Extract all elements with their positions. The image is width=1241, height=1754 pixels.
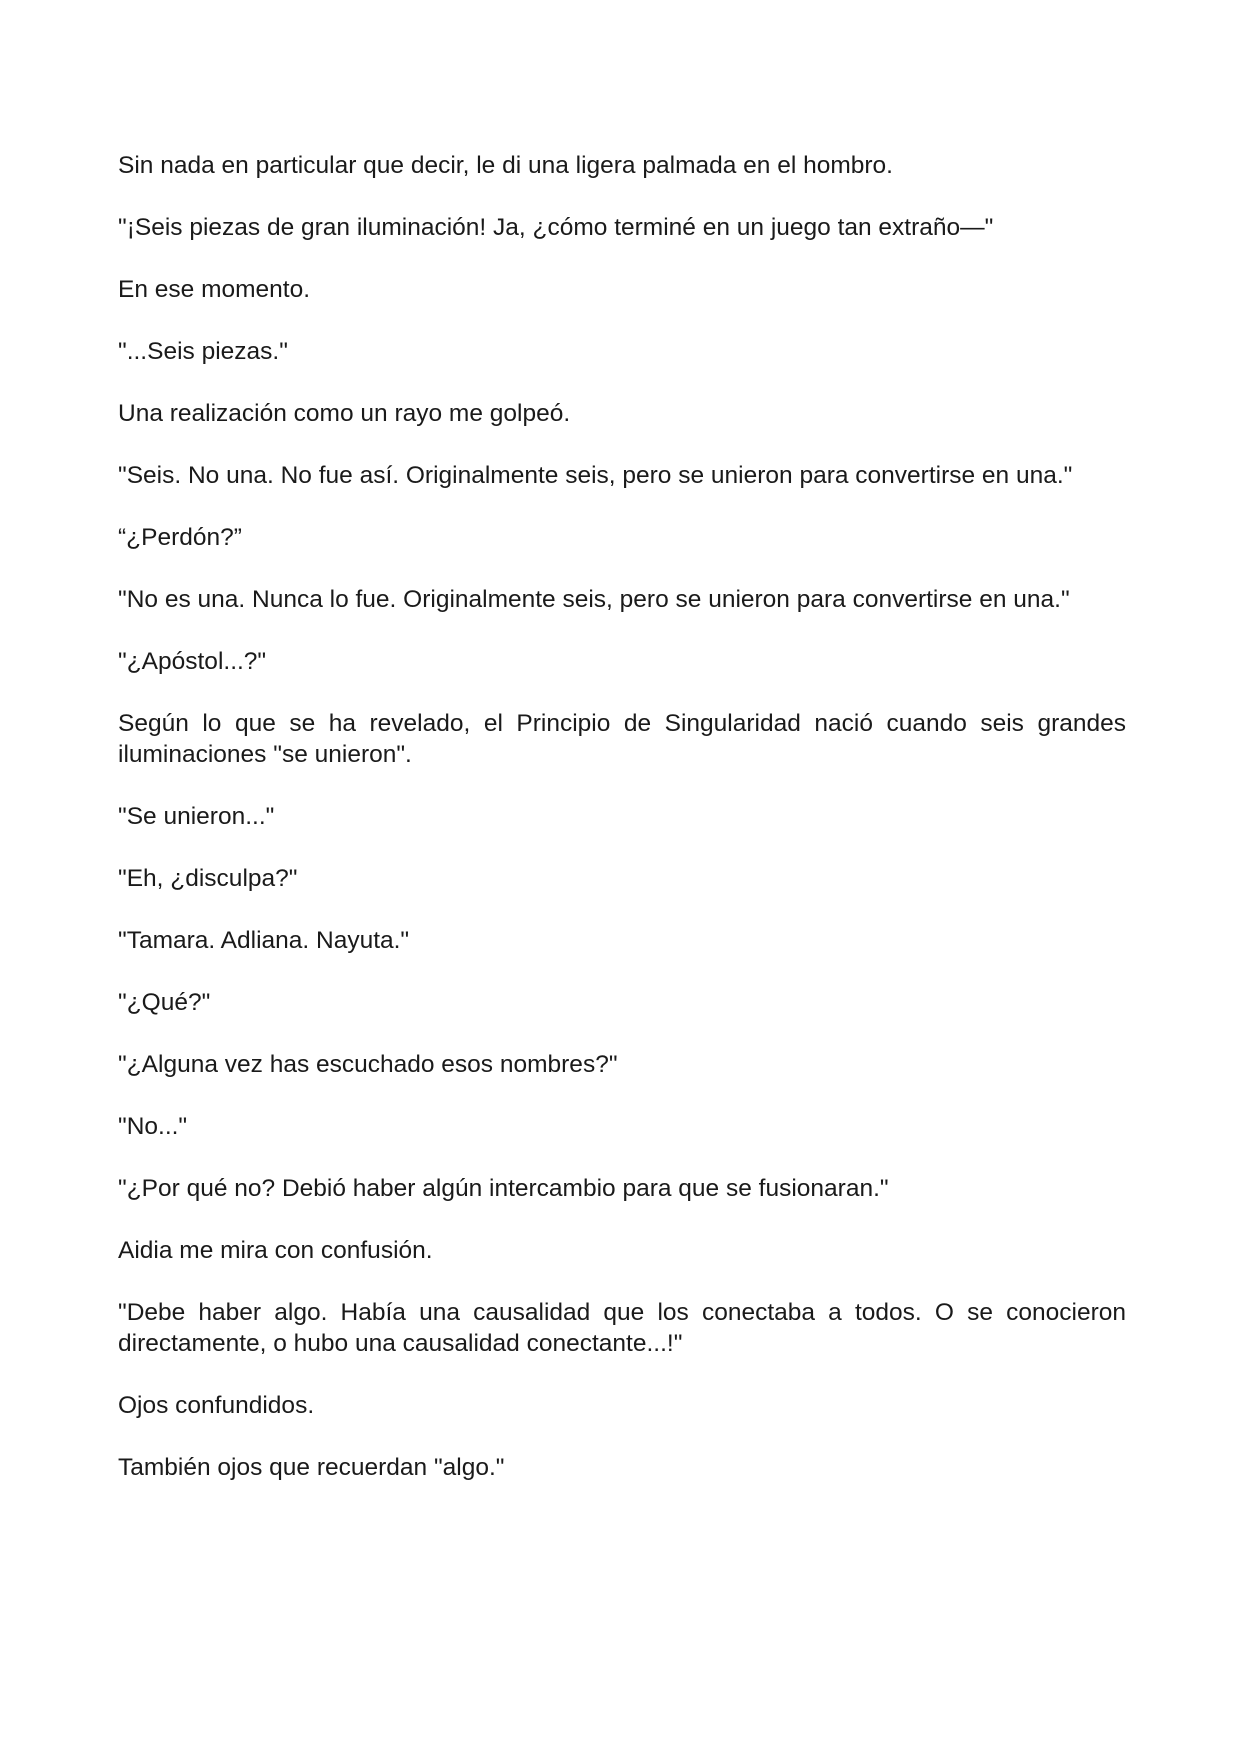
paragraph: "¡Seis piezas de gran iluminación! Ja, ¿cómo terminé en un juego tan extraño—" [118, 214, 994, 241]
paragraph: Aidia me mira con confusión. [118, 1237, 433, 1264]
document-body [118, 150, 1126, 1483]
paragraph: "Debe haber algo. Había una causalidad que los conectaba a todos. O se conocieron directamente, o hubo una causalidad conectante...!" [118, 1299, 1126, 1357]
paragraph: "Se unieron..." [118, 803, 275, 830]
paragraph: Sin nada en particular que decir, le di una ligera palmada en el hombro. [118, 152, 893, 179]
paragraph: "No es una. Nunca lo fue. Originalmente seis, pero se unieron para convertirse en una." [118, 586, 1070, 613]
paragraph: En ese momento. [118, 276, 311, 303]
paragraph: También ojos que recuerdan "algo." [118, 1454, 505, 1481]
paragraph: "¿Alguna vez has escuchado esos nombres?" [118, 1051, 618, 1078]
paragraph: "¿Apóstol...?" [118, 648, 267, 675]
paragraph: "Tamara. Adliana. Nayuta." [118, 927, 410, 954]
paragraph: Según lo que se ha revelado, el Principio de Singularidad nació cuando seis grandes iluminaciones "se unieron". [118, 710, 1126, 768]
paragraph: "Seis. No una. No fue así. Originalmente seis, pero se unieron para convertirse en una." [118, 462, 1073, 489]
paragraph: “¿Perdón?” [118, 524, 242, 551]
paragraph: "...Seis piezas." [118, 338, 288, 365]
paragraph: "Eh, ¿disculpa?" [118, 865, 298, 892]
paragraph: Ojos confundidos. [118, 1392, 315, 1419]
paragraph: Una realización como un rayo me golpeó. [118, 400, 571, 427]
paragraph: "¿Qué?" [118, 989, 211, 1016]
paragraph: "¿Por qué no? Debió haber algún intercambio para que se fusionaran." [118, 1175, 889, 1202]
paragraph: "No..." [118, 1113, 188, 1140]
